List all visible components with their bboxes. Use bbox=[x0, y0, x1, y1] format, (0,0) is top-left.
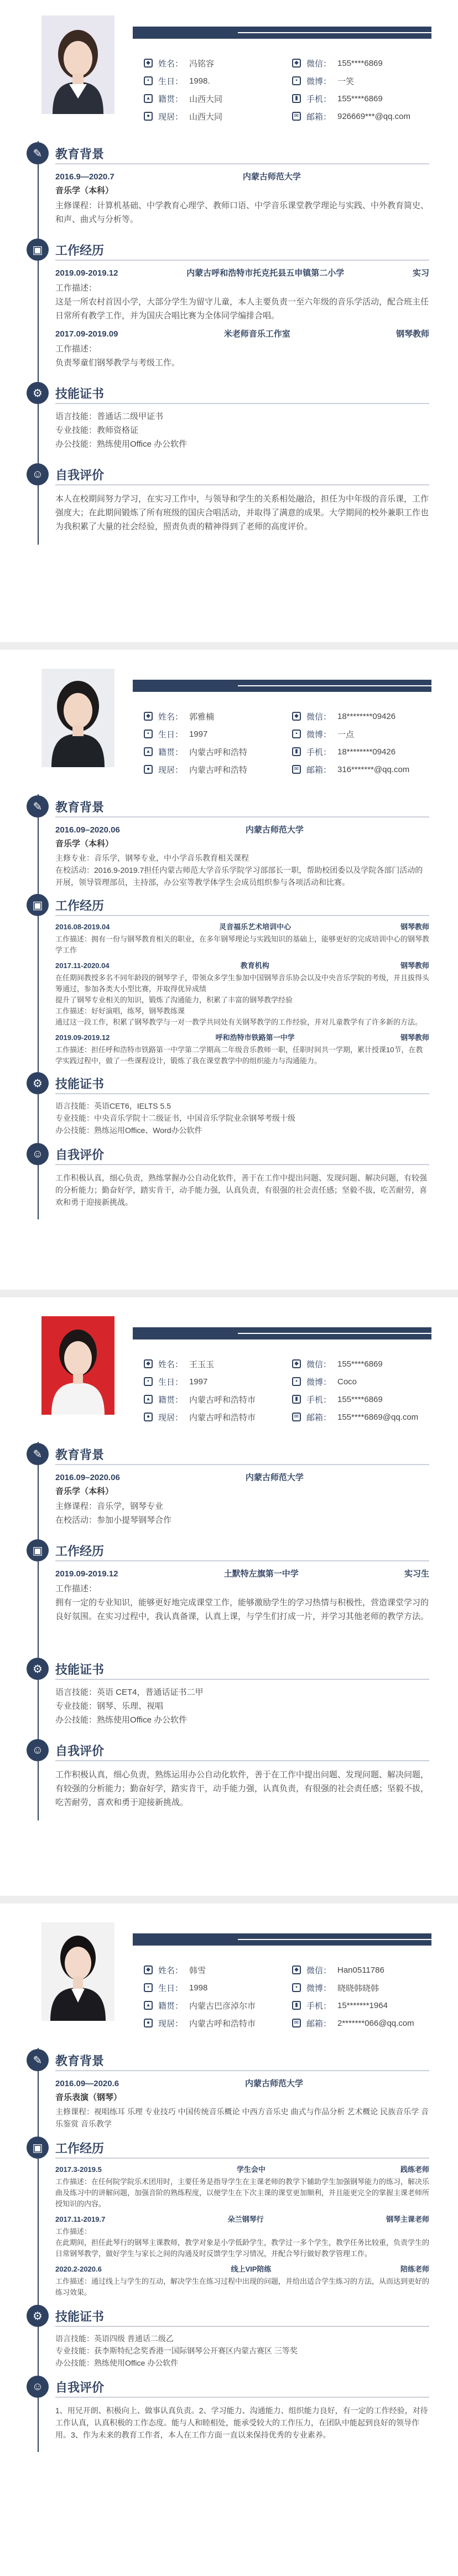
gear-icon: ⚙ bbox=[27, 1658, 49, 1680]
person-icon: ☺ bbox=[27, 1739, 49, 1761]
location-icon: ● bbox=[144, 112, 153, 121]
profile-photo bbox=[41, 669, 114, 767]
profile-photo bbox=[41, 1316, 114, 1415]
user-icon: ◆ bbox=[144, 1965, 153, 1974]
wechat-icon: ◆ bbox=[292, 1359, 301, 1368]
mail-icon: ✉ bbox=[292, 765, 301, 774]
calendar-icon: ▪ bbox=[144, 730, 153, 738]
briefcase-icon: ▣ bbox=[27, 894, 49, 916]
section-work: ▣ 工作经历 2017.3-2019.5 学生会中 践练老师 工作描述：在任何院学院乐术团用时，主要任务是指导学生在主课老师的教学下辅助学生加强钢琴能力的练习，解决乐曲及练习中的讲解问题，加强音阶的熟练程度，以便学生在下次主课的课堂更加顺利，并且能更完全的掌握主课老师所授知识的内容。 2017.11-2019.7 朵兰钢琴行 钢琴主课老师 工作描述： 在此期间，担任此琴行的钢琴主课教师，教学对象是小学低龄学生，教学过一多个学生，教学任务比较重，负责学生的日常钢琴教学，做好学生与家长之间的沟通及时反馈学生学习情况，并配合琴行做好教学管理工作。 2020.2-2020.6 线上VIP陪练 陪练老师 工作描述：通过线上与学生的互动，解决学生在练习过程中出现的问题，并给出适合学生练习的方法，从而达到更好的练习效果。 bbox=[38, 2135, 429, 2304]
user-icon: ◆ bbox=[144, 712, 153, 721]
info-birth: ▪ 生日： 1998 bbox=[144, 1979, 293, 1996]
header-bar bbox=[133, 1327, 431, 1339]
section-education: ✎ 教育背景 2016.09–2020.06 内蒙古师范大学 音乐学（本科） 主修专业：音乐学，钢琴专业，中小学音乐教育相关课程 在校活动：2016.9-2019.7担任内蒙古师范大学音乐学院学习部部长一职，帮助校团委以及学院各部门活动的开展，领导管理部员，主持部，办公室等教学体学生会成员组织参与各项活动和比赛。 bbox=[38, 794, 429, 893]
info-native: ▴ 籍贯： 内蒙古呼和浩特 bbox=[144, 743, 293, 761]
wechat-icon: ◆ bbox=[292, 712, 301, 721]
info-native: ▴ 籍贯： 山西大同 bbox=[144, 90, 293, 107]
info-birth: ▪ 生日： 1998. bbox=[144, 72, 293, 90]
section-skills: ⚙ 技能证书 语言技能：普通话二级甲证书 专业技能：教师资格证 办公技能：熟练使用Office 办公软件 bbox=[38, 381, 429, 462]
person-icon: ☺ bbox=[27, 463, 49, 485]
profile-photo bbox=[41, 1922, 114, 2021]
profile-photo bbox=[41, 15, 114, 114]
person-icon: ☺ bbox=[27, 2376, 49, 2398]
gear-icon: ⚙ bbox=[27, 1072, 49, 1094]
info-weibo: ▪ 微博： 一点 bbox=[292, 725, 441, 743]
info-weibo: ▪ 微博： 一笑 bbox=[292, 72, 441, 90]
home-icon: ▴ bbox=[144, 1395, 153, 1404]
section-self: ☺ 自我评价 本人在校期间努力学习，在实习工作中，与领导和学生的关系相处融洽，担任为中年级的音乐课，工作强度大；在此期间锻炼了所有班级的国庆合唱活动，并取得了满意的成果。大学期间的校外兼职工作也为我积累了大量的社会经验，照责负责的精神得到了老师的高度评价。 bbox=[38, 462, 429, 545]
phone-icon: ▮ bbox=[292, 2001, 301, 2010]
section-skills: ⚙ 技能证书 语言技能：英语 CET4，普通话证书二甲 专业技能：钢琴、乐理、视唱 办公技能：熟练使用Office 办公软件 bbox=[38, 1657, 429, 1738]
resume-header bbox=[17, 1301, 441, 1442]
person-icon: ☺ bbox=[27, 1143, 49, 1165]
section-self: ☺ 自我评价 1、用兄开朗、积极向上、做事认真负责。2、学习能力、沟通能力、组织能力良好，有一定的工作经验，对待工作认真，认真积极的工作态度。能与人和睦相处，能承受较大的工作压力，在团队中能起到良好的领导作用。3、作为未来的教育工作者，本人在工作方面一直以来保持优秀的专业素养。 bbox=[38, 2375, 429, 2452]
info-name: ◆ 姓名： 郭雅楠 bbox=[144, 707, 293, 725]
info-email: ✉ 邮箱： 2*******066@qq.com bbox=[292, 2014, 441, 2032]
info-wechat: ◆ 微信： 155****6869 bbox=[292, 54, 441, 72]
info-phone: ▮ 手机： 15*******1964 bbox=[292, 1996, 441, 2014]
briefcase-icon: ▣ bbox=[27, 2137, 49, 2159]
info-live: ● 现居： 山西大同 bbox=[144, 107, 293, 125]
section-work: ▣ 工作经历 2019.09-2019.12 土默特左旗第一中学 实习生 工作描述： 拥有一定的专业知识，能够更好地完成课堂工作，能够激励学生的学习热情与积极性，营造课堂学习的良好氛围。在实习过程中，我认真备课，认真上课，与学生们打成一片，并学习其他老师的教学方法。 bbox=[38, 1538, 429, 1657]
section-self: ☺ 自我评价 工作积极认真，细心负责，熟练运用办公自动化软件，善于在工作中提出问题、发现问题、解决问题，有较强的分析能力；勤奋好学，踏实肯干，动手能力强，认真负责，有很强的社会责任感；坚毅不拔，吃苦耐劳，喜欢和勇于迎接新挑战。 bbox=[38, 1738, 429, 1820]
section-skills: ⚙ 技能证书 语言技能：英语CET6，IELTS 5.5 专业技能：中央音乐学院十二级证书，中国音乐学院业余钢琴考级十级 办公技能：熟练运用Office、Word办公软件 bbox=[38, 1071, 429, 1142]
info-email: ✉ 邮箱： 155****6869@qq.com bbox=[292, 1408, 441, 1426]
page-separator bbox=[0, 1896, 458, 1903]
resume-page-2 bbox=[17, 653, 441, 1219]
calendar-icon: ▪ bbox=[144, 1377, 153, 1386]
home-icon: ▴ bbox=[144, 2001, 153, 2010]
info-live: ● 现居： 内蒙古呼和浩特 bbox=[144, 761, 293, 778]
graduation-cap-icon: ✎ bbox=[27, 142, 49, 164]
info-wechat: ◆ 微信： 18********09426 bbox=[292, 707, 441, 725]
info-email: ✉ 邮箱： 926669***@qq.com bbox=[292, 107, 441, 125]
page-separator bbox=[0, 1290, 458, 1297]
wechat-icon: ◆ bbox=[292, 1965, 301, 1974]
briefcase-icon: ▣ bbox=[27, 1539, 49, 1561]
info-phone: ▮ 手机： 155****6869 bbox=[292, 90, 441, 107]
location-icon: ● bbox=[144, 1413, 153, 1421]
resume-header bbox=[17, 1907, 441, 2048]
weibo-icon: ▪ bbox=[292, 1377, 301, 1386]
section-education: ✎ 教育背景 2016.9—2020.7 内蒙古师范大学 音乐学（本科） 主修课程：计算机基础、中学教育心理学、教师口语、中学音乐课堂教学理论与实践、中外教育简史、和声、曲式与分析等。 bbox=[38, 141, 429, 237]
info-live: ● 现居： 内蒙古呼和浩特市 bbox=[144, 2014, 293, 2032]
section-skills: ⚙ 技能证书 语言技能：英语四级 普通话二级乙 专业技能：获李斯特纪念奖香港一国际钢琴公开赛区内蒙古赛区 三等奖 办公技能：熟练使用Office 办公软件 bbox=[38, 2304, 429, 2375]
graduation-cap-icon: ✎ bbox=[27, 2049, 49, 2071]
info-phone: ▮ 手机： 155****6869 bbox=[292, 1390, 441, 1408]
resume-page-3 bbox=[17, 1301, 441, 1820]
info-native: ▴ 籍贯： 内蒙古巴彦淖尔市 bbox=[144, 1996, 293, 2014]
info-wechat: ◆ 微信： 155****6869 bbox=[292, 1355, 441, 1373]
info-name: ◆ 姓名： 韩雪 bbox=[144, 1961, 293, 1979]
weibo-icon: ▪ bbox=[292, 1983, 301, 1992]
resume-header bbox=[17, 0, 441, 141]
wechat-icon: ◆ bbox=[292, 59, 301, 68]
resume-header bbox=[17, 653, 441, 794]
info-name: ◆ 姓名： 王玉玉 bbox=[144, 1355, 293, 1373]
section-self: ☺ 自我评价 工作积极认真，细心负责，熟练掌握办公自动化软件，善于在工作中提出问题、发现问题、解决问题，有较强的分析能力；勤奋好学，踏实肯干，动手能力强，认真负责，有很强的社会责任感；坚毅不拔，吃苦耐劳，喜欢和勇于迎接新挑战。 bbox=[38, 1142, 429, 1219]
info-weibo: ▪ 微博： Coco bbox=[292, 1373, 441, 1390]
graduation-cap-icon: ✎ bbox=[27, 795, 49, 818]
resume-page-4 bbox=[17, 1907, 441, 2452]
page-separator bbox=[0, 642, 458, 650]
header-bar bbox=[133, 27, 431, 39]
mail-icon: ✉ bbox=[292, 1413, 301, 1421]
info-wechat: ◆ 微信： Han0511786 bbox=[292, 1961, 441, 1979]
info-live: ● 现居： 内蒙古呼和浩特市 bbox=[144, 1408, 293, 1426]
home-icon: ▴ bbox=[144, 94, 153, 103]
gear-icon: ⚙ bbox=[27, 2305, 49, 2327]
location-icon: ● bbox=[144, 2019, 153, 2027]
header-bar bbox=[133, 680, 431, 692]
mail-icon: ✉ bbox=[292, 112, 301, 121]
mail-icon: ✉ bbox=[292, 2019, 301, 2027]
section-work: ▣ 工作经历 2019.09-2019.12 内蒙古呼和浩特市托克托县五申镇第二小学 实习 工作描述： 这是一所农村首因小学，大部分学生为留守儿童，本人主要负责一至六年级的音乐学活动，配合班主任日常所有教学工作，并为国庆合唱比赛为全体同学编排合唱。 2017.09-2019.09 米老师音乐工作室 钢琴教师 工作描述： 负责琴童们钢琴教学与考级工作。 bbox=[38, 237, 429, 381]
briefcase-icon: ▣ bbox=[27, 239, 49, 261]
phone-icon: ▮ bbox=[292, 94, 301, 103]
section-education: ✎ 教育背景 2016.09–2020.06 内蒙古师范大学 音乐学（本科） 主修课程：音乐学，钢琴专业 在校活动：参加小提琴钢琴合作 bbox=[38, 1442, 429, 1538]
section-work: ▣ 工作经历 2016.08-2019.04 灵音福乐艺术培训中心 钢琴教师 工作描述：拥有一份与钢琴教育相关的职业，在多年钢琴理论与实践知识的基础上，能够更好的完成培训中心的钢琴教学工作 2017.11-2020.04 教育机构 钢琴教师 在任期间教授多名不同年龄段的钢琴学子，带领众多学生参加中国钢琴音乐协会以及中央音乐学院的考级，并且拔得头筹通过，参加各类大小型比赛，并取得优异成绩 提升了钢琴专业相关的知识，锻炼了沟通能力，积累了丰富的钢琴教学经验 工作描述：好好演唱，练琴，钢琴教练课 通过这一段工作，积累了钢琴教学与一对一教学共同处有关钢琴教学的工作经验，并对儿童教学有了许多新的方法。 2019.09-2019.12 呼和浩特市铁路第一中学 钢琴教师 工作描述：担任呼和浩特市铁路第一中学第二学期高二年级音乐教师一职，任职时间共一学期，累计授课10节，在教学实践过程中，做了一些课程设计，锻炼了我在课堂教学中的组织能力与沟通能力。 bbox=[38, 893, 429, 1071]
info-name: ◆ 姓名： 冯铭容 bbox=[144, 54, 293, 72]
location-icon: ● bbox=[144, 765, 153, 774]
info-native: ▴ 籍贯： 内蒙古呼和浩特市 bbox=[144, 1390, 293, 1408]
calendar-icon: ▪ bbox=[144, 76, 153, 85]
resume-page-1 bbox=[17, 0, 441, 545]
user-icon: ◆ bbox=[144, 59, 153, 68]
header-bar bbox=[133, 1933, 431, 1946]
user-icon: ◆ bbox=[144, 1359, 153, 1368]
info-weibo: ▪ 微博： 晓晓韩晓韩 bbox=[292, 1979, 441, 1996]
info-email: ✉ 邮箱： 316*******@qq.com bbox=[292, 761, 441, 778]
section-education: ✎ 教育背景 2016.09—2020.6 内蒙古师范大学 音乐表演（钢琴） 主修课程：视唱练耳 乐理 专业技巧 中国传统音乐概论 中西方音乐史 曲式与作品分析 艺术概论 民族音乐学 音乐鉴赏 音乐教学 bbox=[38, 2048, 429, 2135]
info-phone: ▮ 手机： 18********09426 bbox=[292, 743, 441, 761]
weibo-icon: ▪ bbox=[292, 730, 301, 738]
info-birth: ▪ 生日： 1997 bbox=[144, 725, 293, 743]
info-birth: ▪ 生日： 1997 bbox=[144, 1373, 293, 1390]
calendar-icon: ▪ bbox=[144, 1983, 153, 1992]
home-icon: ▴ bbox=[144, 747, 153, 756]
graduation-cap-icon: ✎ bbox=[27, 1443, 49, 1465]
weibo-icon: ▪ bbox=[292, 76, 301, 85]
phone-icon: ▮ bbox=[292, 747, 301, 756]
gear-icon: ⚙ bbox=[27, 382, 49, 404]
phone-icon: ▮ bbox=[292, 1395, 301, 1404]
